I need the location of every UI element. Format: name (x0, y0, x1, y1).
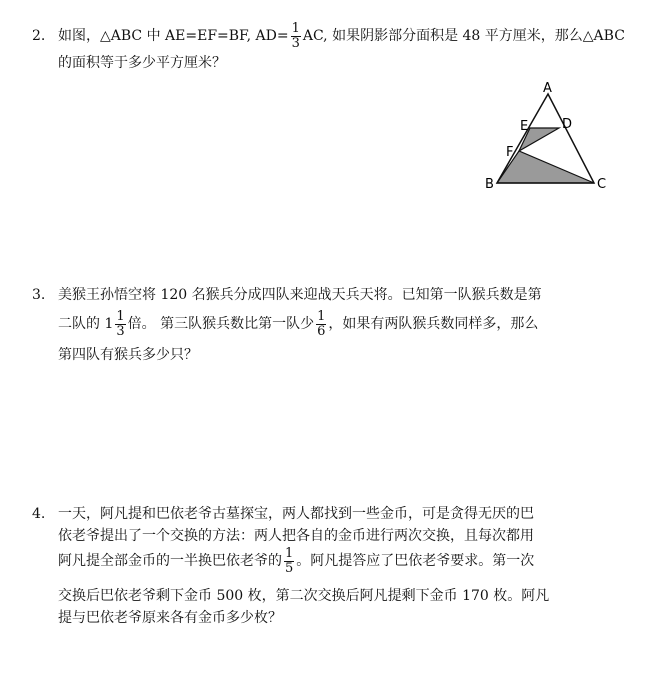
q3-text-2a: 二队的 1 (58, 316, 114, 333)
q3-line-2 (58, 310, 538, 338)
q4-text-5: 提与巴依老爷原来各有金币多少枚？ (58, 610, 282, 626)
q3-frac2-denominator: 6 (317, 323, 326, 339)
q2-text-2: 的面积等于多少平方厘米？ (58, 55, 226, 71)
q3-text-2c: ，如果有两队猴兵数同样多，那么 (328, 316, 539, 333)
q3-text-2b: 倍。 第三队猴兵数比第一队少 (127, 316, 315, 333)
label-e: E (520, 119, 529, 134)
label-f: F (506, 145, 514, 160)
q2-number: 2. (32, 28, 46, 45)
q4-text-4: 交换后巴依老爷剩下金币 500 枚，第二次交换后阿凡提剩下金币 170 枚。阿凡 (58, 588, 550, 604)
q4-line-1 (32, 507, 534, 521)
q2-text-1b: AC, 如果阴影部分面积是 48 平方厘米，那么△ABC (302, 28, 625, 45)
q3-number: 3. (32, 287, 46, 303)
q3-fraction-2 (316, 310, 326, 338)
label-c: C (597, 177, 607, 192)
q2-frac-numerator: 1 (291, 21, 300, 36)
q2-frac-denominator: 3 (291, 35, 300, 51)
triangle-figure (480, 82, 620, 202)
q4-fraction (284, 547, 294, 575)
q4-line-4 (58, 589, 549, 603)
q2-line-2 (58, 56, 226, 70)
q4-frac-numerator: 1 (285, 546, 294, 561)
q3-text-1: 美猴王孙悟空将 120 名猴兵分成四队来迎战天兵天将。已知第一队猴兵数是第 (58, 287, 542, 303)
q4-text-2: 依老爷提出了一个交换的方法：两人把各自的金币进行两次交换，且每次都用 (58, 528, 534, 544)
q3-frac1-denominator: 3 (116, 323, 125, 339)
q3-line-1 (32, 288, 542, 302)
q4-text-3a: 阿凡提全部金币的一半换巴依老爷的 (58, 553, 282, 570)
label-b: B (485, 177, 494, 192)
q2-line-1 (32, 22, 625, 50)
label-a: A (543, 82, 552, 96)
q3-line-3 (58, 348, 198, 362)
q3-frac1-numerator: 1 (116, 309, 125, 324)
q4-number: 4. (32, 506, 46, 522)
q3-text-3: 第四队有猴兵多少只？ (58, 347, 198, 363)
q4-line-2 (58, 529, 534, 543)
q2-text-1a: 如图，△ABC 中 AE=EF=BF, AD= (58, 28, 289, 45)
q4-line-3 (58, 547, 534, 575)
q2-fraction (291, 22, 301, 50)
q3-fraction-1 (115, 310, 125, 338)
q3-frac2-numerator: 1 (317, 309, 326, 324)
q4-text-1: 一天，阿凡提和巴依老爷古墓探宝，两人都找到一些金币，可是贪得无厌的巴 (58, 506, 534, 522)
q4-frac-denominator: 5 (285, 560, 294, 576)
q4-line-5 (58, 611, 282, 625)
q4-text-3b: 。阿凡提答应了巴依老爷要求。第一次 (296, 553, 535, 570)
label-d: D (562, 117, 573, 132)
